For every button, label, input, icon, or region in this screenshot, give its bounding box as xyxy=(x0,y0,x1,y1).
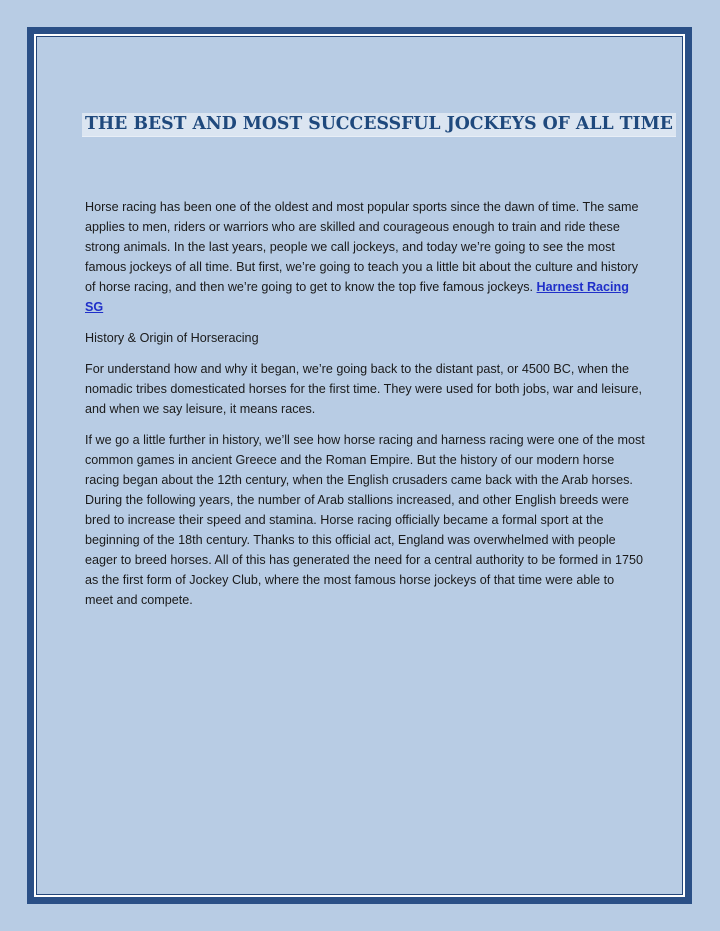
intro-paragraph xyxy=(85,197,645,317)
harnest-racing-link[interactable]: Harnest Racing SG xyxy=(85,280,629,314)
document-body xyxy=(85,197,645,610)
intro-text: Horse racing has been one of the oldest and most popular sports since the dawn of time. The same applies to men, riders or warriors who are skilled and courageous enough to train and ride these strong animals. In the last years, people we call jockeys, and today we’re going to see the most famous jockeys of all time. But first, we’re going to teach you a little bit about the culture and history of horse racing, and then we’re going to get to know the top five famous jockeys. xyxy=(85,200,639,294)
document-title: THE BEST AND MOST SUCCESSFUL JOCKEYS OF ALL TIME xyxy=(82,113,676,137)
section-heading: History & Origin of Horseracing xyxy=(85,331,259,345)
history-paragraph-2: If we go a little further in history, we’ll see how horse racing and harness racing were one of the most common games in ancient Greece and the Roman Empire. But the history of our modern horse racing began about the 12th century, when the English crusaders came back with the Arab horses. During the following years, the number of Arab stallions increased, and other English breeds were bred to increase their speed and stamina. Horse racing officially became a formal sport at the beginning of the 18th century. Thanks to this official act, England was overwhelmed with people eager to breed horses. All of this has generated the need for a central authority to be formed in 1750 as the first form of Jockey Club, where the most famous horse jockeys of that time were able to meet and compete. xyxy=(85,433,645,607)
history-paragraph-1: For understand how and why it began, we’re going back to the distant past, or 4500 BC, when the nomadic tribes domesticated horses for the first time. They were used for both jobs, war and leisure, and when we say leisure, it means races. xyxy=(85,362,642,416)
document-content xyxy=(85,113,673,621)
